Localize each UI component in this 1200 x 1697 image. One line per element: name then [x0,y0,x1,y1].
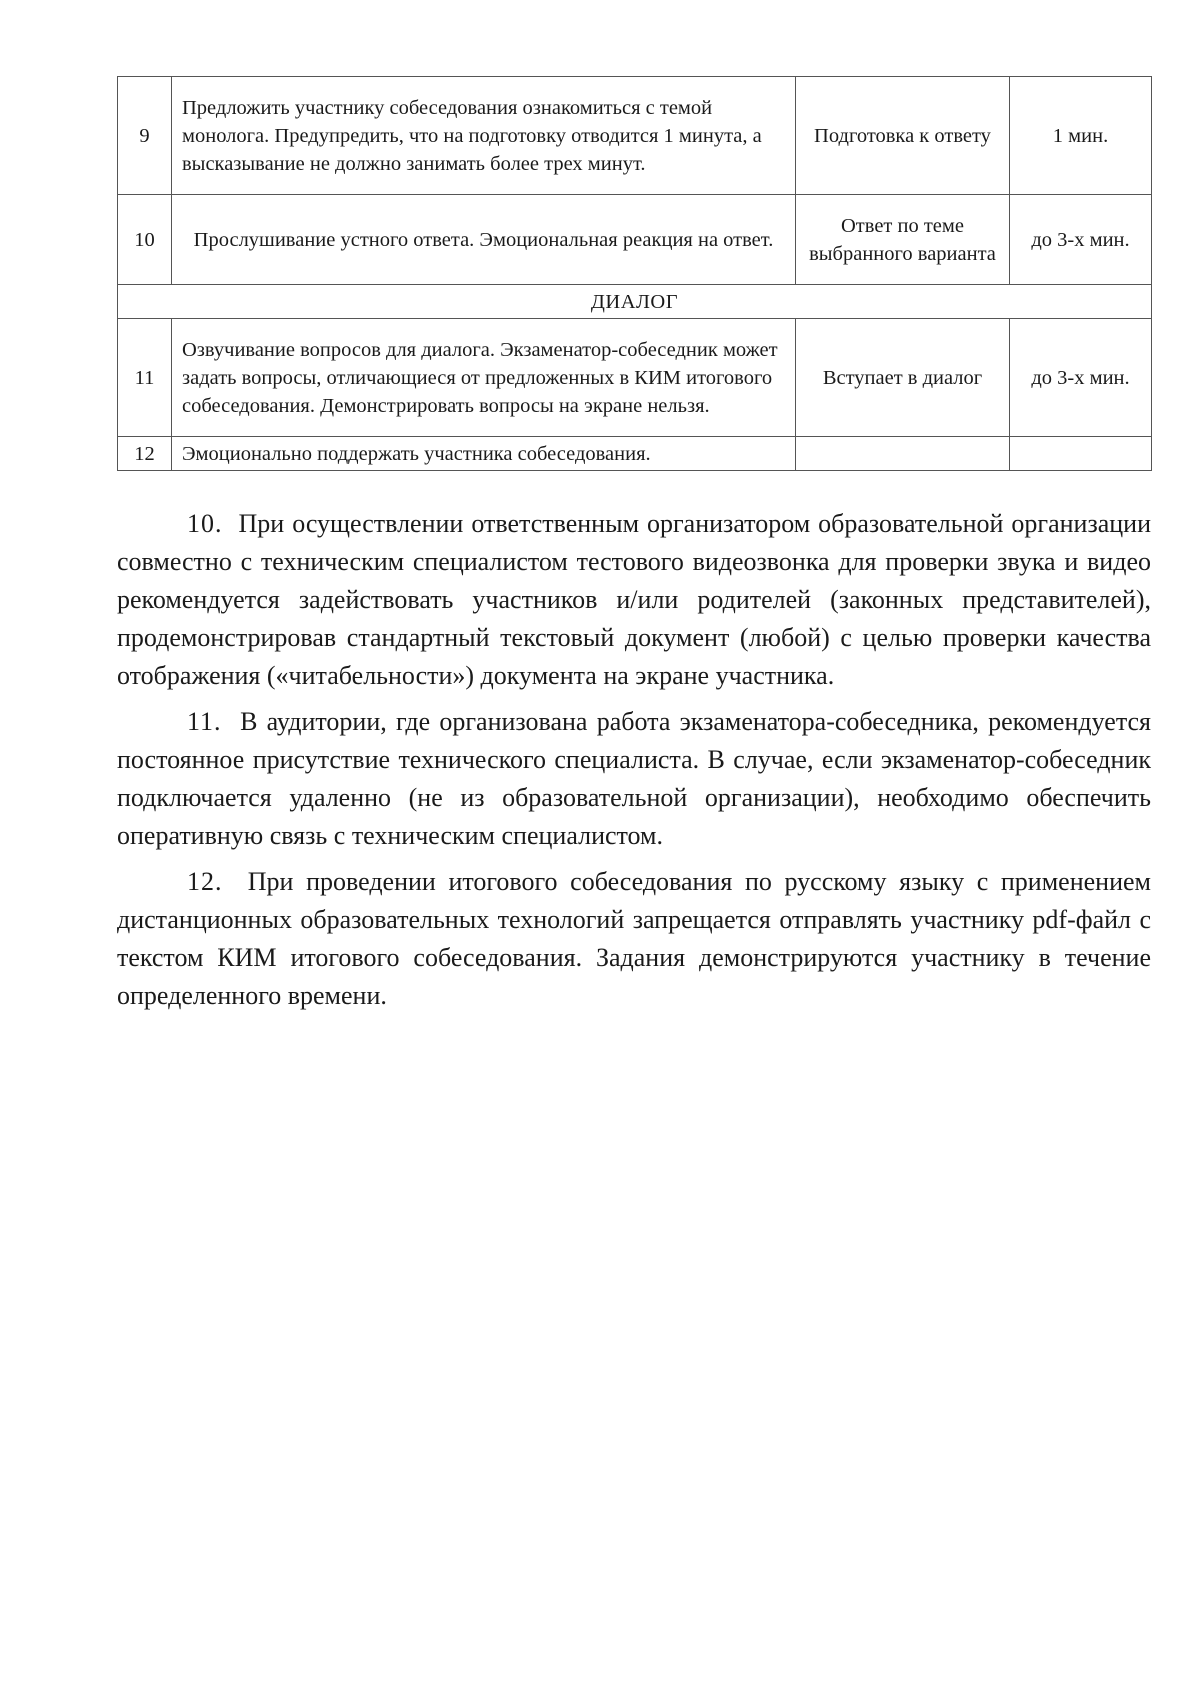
row-answer: Ответ по теме выбранного варианта [796,195,1010,285]
row-number: 9 [118,77,172,195]
row-time [1010,437,1152,471]
row-number: 11 [118,319,172,437]
paragraph-number: 10. [187,509,223,538]
row-number: 10 [118,195,172,285]
paragraph [117,703,1151,855]
row-number: 12 [118,437,172,471]
row-answer: Подготовка к ответу [796,77,1010,195]
paragraph [117,505,1151,695]
table-row [118,195,1152,285]
section-header: ДИАЛОГ [118,285,1152,319]
paragraph-number: 12. [187,867,223,896]
table-section-row [118,285,1152,319]
table-row [118,77,1152,195]
row-answer [796,437,1010,471]
table-row [118,319,1152,437]
table-row [118,437,1152,471]
paragraph [117,863,1151,1015]
procedure-table [117,76,1152,471]
paragraph-text: В аудитории, где организована работа экзаменатора-собеседника, рекомендуется постоянное присутствие технического специалиста. В случае, если экзаменатор-собеседник подключается удаленно (не из образовательной организации), необходимо обеспечить оперативную связь с техническим специалистом. [117,707,1151,850]
paragraph-text: При осуществлении ответственным организатором образовательной организации совместно с техническим специалистом тестового видеозвонка для проверки звука и видео рекомендуется задействовать участников и/или родителей (законных представителей), продемонстрировав стандартный текстовый документ (любой) с целью проверки качества отображения («читабельности») документа на экране участника. [117,509,1151,690]
row-time: до 3-х мин. [1010,195,1152,285]
document-body [117,505,1151,1023]
row-answer: Вступает в диалог [796,319,1010,437]
paragraph-number: 11. [187,707,222,736]
row-action: Предложить участнику собеседования ознакомиться с темой монолога. Предупредить, что на подготовку отводится 1 минута, а высказывание не должно занимать более трех минут. [172,77,796,195]
row-action: Эмоционально поддержать участника собеседования. [172,437,796,471]
row-time: до 3-х мин. [1010,319,1152,437]
row-time: 1 мин. [1010,77,1152,195]
row-action: Прослушивание устного ответа. Эмоциональная реакция на ответ. [172,195,796,285]
paragraph-text: При проведении итогового собеседования по русскому языку с применением дистанционных образовательных технологий запрещается отправлять участнику pdf-файл с текстом КИМ итогового собеседования. Задания демонстрируются участнику в течение определенного времени. [117,867,1151,1010]
row-action: Озвучивание вопросов для диалога. Экзаменатор-собеседник может задать вопросы, отличающиеся от предложенных в КИМ итогового собеседования. Демонстрировать вопросы на экране нельзя. [172,319,796,437]
